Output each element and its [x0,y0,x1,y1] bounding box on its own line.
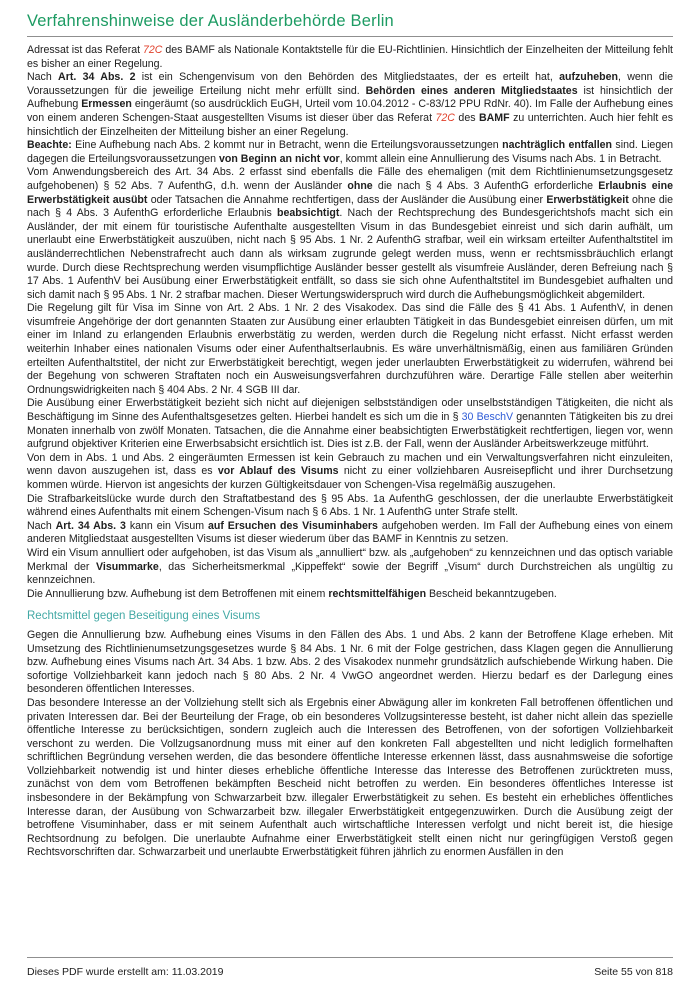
text-segment: Visummarke [96,560,159,573]
text-segment: sind. Liegen dagegen die Erteilungsvoraussetzungen [27,139,673,165]
paragraph [27,520,673,547]
text-segment: Ermessen [81,98,132,111]
text-segment: , kommt allein eine Annullierung des Visums nach Abs. 1 in Betracht. [339,152,662,165]
paragraph [27,452,673,493]
text-segment: Erwerbstätigkeit [546,193,629,206]
text-segment: Vom Anwendungsbereich des Art. 34 Abs. 2 erfasst sind ebenfalls die Fälle des ehemaligen (mit dem Richtlinienumsetzungsgesetz aufgehobenen) § 52 Abs. 7 AufenthG, d.h. wenn der Ausländer [27,166,673,192]
footer-created-date: Dieses PDF wurde erstellt am: 11.03.2019 [27,966,224,978]
document-body [27,44,673,944]
text-segment: Von dem in Abs. 1 und Abs. 2 eingeräumten Ermessen ist kein Gebrauch zu machen und ein Verwaltungsverfahren nicht einzuleiten, wenn davon auszugehen ist, dass es [27,451,673,478]
footer-page-number: Seite 55 von 818 [594,966,673,978]
text-segment: vor Ablauf des Visums [217,465,339,478]
paragraph [27,71,673,139]
text-segment: ohne die nach § 4 Abs. 3 AufenthG erforderliche Erlaubnis [27,193,673,220]
text-segment: nicht zu einer vollziehbaren Ausreisepflicht und ihrer Durchsetzung kommen würde. Hiervon ist angesichts der kurzen Gültigkeitsdauer von Schengen-Visa regelmäßig auszugehen. [27,465,673,491]
page-footer [27,957,673,978]
text-segment: rechtsmittelfähigen [328,587,427,600]
paragraph [27,139,673,166]
text-segment: ist hinsichtlich der Aufhebung [27,84,673,111]
paragraph [27,302,673,397]
text-segment: zu unterrichten. Auch hier fehlt es hinsichtlich der Einzelheiten der Mitteilung bisher an einer Regelung. [27,111,673,138]
text-segment: des [454,111,479,124]
text-segment: . Nach der Rechtsprechung des Bundesgerichtshofs macht sich ein Ausländer, der mit einem für touristische Aufenthalte ausgestellten Visum in das Bundesgebiet einreist und sich darin aufhält, um unerlaubt eine Erwerbstätigkeit auszuüben, nicht nach § 95 Abs. 1 Nr. 2 AufenthG strafbar, weil ein wirksam erteilter Aufenthaltstitel im ausländerrechtlichen Nebenstrafrecht auch dann als wirksam zugrunde gelegt werden muss, wenn er rechtsmissbräuchlich erlangt wurde. Durch diese Rechtsprechung werden visumpflichtige Ausländer besser gestellt als visumfreie Ausländer, deren Befreiung nach § 17 Abs. 1 AufenthV bei Ausübung einer Erwerbstätigkeit entfällt, so dass sie sich ohne Aufenthaltstitel im Bundesgebiet aufhalten und sich damit nach § 95 Abs. 1 Nr. 2 strafbar machen. Dieser Wertungswiderspruch wird durch die Aufhebungsmöglichkeit abgemildert. [27,207,673,301]
text-segment: aufgehoben werden. Im Fall der Aufhebung eines von einem anderen Mitgliedstaat ausgestellten Visums ist dieser wiederum über das BAMF in Kenntnis zu setzen. [27,519,673,546]
inline-link[interactable]: 30 BeschV [461,411,514,424]
text-segment: eingeräumt (so ausdrücklich EuGH, Urteil vom 10.04.2012 - C-83/12 PPU RdNr. 40). Im Falle der Aufhebung eines von einem anderen Schengen-Staat ausgestellten Visums ist dieser über das Referat [27,98,673,124]
footer-row [27,966,673,978]
text-segment: Nach [27,71,59,84]
text-segment: Beachte: [27,139,72,152]
text-segment: Behörden eines anderen Mitgliedstaates [365,84,578,97]
text-segment: Das besondere Interesse an der Vollziehung stellt sich als Ergebnis einer Abwägung aller im konkreten Fall betroffenen öffentlichen und privaten Interessen dar. Bei der Beurteilung der Frage, ob ein besonderes Vollzugsinteresse besteht, ist daher nicht allein das spezielle öffentliche Interesse zu berücksichtigen, sondern zugleich auch die Interessen des Betroffenen, von der sofortigen Vollziehbarkeit verschont zu werden. Die Vollzugsanordnung muss mit einer auf den konkreten Fall abgestellten und nicht lediglich formelhaften schriftlichen Begründung versehen werden, die das besondere öffentliche Interesse erkennen lässt, dass ausnahmsweise die sofortige Vollziehbarkeit notwendig ist und hinter dieses erhebliche öffentliche Interesse das Interesse des Betroffenen zurücktreten muss, zunächst von dem vom Betroffenen bekämpften Bescheid nicht betroffen zu werden. Ein besonderes öffentliches Interesse ist insbesondere in der Bekämpfung von Schwarzarbeit bzw. illegaler Erwerbstätigkeit zu sehen. Es besteht ein erhebliches öffentliches Interesse daran, der Ausübung von Schwarzarbeit bzw. illegaler Erwerbstätigkeit entgegenzuwirken. Durch die Ausübung zeigt der betroffene Visuminhaber, dass er mit seinem Aufenthalt auch wirtschaftliche Interessen verfolgt und nicht bereit ist, die hiesige Rechtsordnung zu befolgen. Die unerlaubte Aufnahme einer Erwerbstätigkeit stellt einen nicht nur geringfügigen Verstoß gegen Rechtsvorschriften dar. Schwarzarbeit und unerlaubte Erwerbstätigkeit führen jährlich zu enormen Ausfällen in den [27,696,673,859]
text-segment: des BAMF als Nationale Kontaktstelle für die EU-Richtlinien. Hinsichtlich der Einzelheiten der Mitteilung fehlt es bisher an einer Regelung. [27,44,673,70]
text-segment: Art. 34 Abs. 3 [55,519,126,532]
text-segment: BAMF [479,111,510,124]
text-segment: Wird ein Visum annulliert oder aufgehoben, ist das Visum als „annulliert“ bzw. als „aufgehoben“ zu kennzeichnen und das optisch variable Merkmal der [27,546,673,573]
text-segment: die nach § 4 Abs. 3 AufenthG erforderliche [372,179,599,192]
text-segment: Die Annullierung bzw. Aufhebung ist dem Betroffenen mit einem [27,587,329,600]
title-divider [27,36,673,37]
text-segment: genannten Tätigkeiten bis zu drei Monaten innerhalb von zwölf Monaten. Tatsachen, die die Annahme einer beabsichtigten Erwerbstätigkeit rechtfertigen, liegen vor, wenn aufgrund objektiver Kriterien eine Erwerbsabsicht ersichtlich ist. Dies ist z.B. der Fall, wenn der Ausländer Arbeitswerkzeuge mitführt. [27,411,673,451]
text-segment: Eine Aufhebung nach Abs. 2 kommt nur in Betracht, wenn die Erteilungsvoraussetzungen [71,139,503,152]
text-segment: von Beginn an nicht vor [219,152,340,165]
text-segment: kann ein Visum [125,519,208,532]
paragraph [27,588,673,602]
text-segment: Die Regelung gilt für Visa im Sinne von Art. 2 Abs. 1 Nr. 2 des Visakodex. Das sind die Fälle des § 41 Abs. 1 AufenthV, in denen visumfreie Angehörige der dort genannten Staaten zur Ausübung einer erlaubten Tätigkeit in das Bundesgebiet einreisen dürfen, um mit einer im Inland zu erlangenden Erlaubnis erwerbstätig zu werden, werden durch die Regelung nicht erfasst. Nicht erfasst werden weiterhin Inhaber eines nationalen Visums oder einer Aufenthaltserlaubnis. Es wäre unverhältnismäßig, einen aus familiären Gründen erteilten Aufenthaltstitel, der nicht zur Erwerbstätigkeit berechtigt, wegen jeder unerlaubten Erwerbstätigkeit zu widerrufen, während bei der Begehung von schweren Straftaten noch ein Ausweisungsverfahren durchzuführen wäre. Derartige Fälle stellen aber weiterhin Ordnungswidrigkeiten nach § 404 Abs. 2 Nr. 4 SGB III dar. [27,302,673,396]
text-segment: Adressat ist das Referat [27,44,144,56]
paragraph [27,547,673,588]
paragraph [27,166,673,302]
text-segment: ohne [347,179,373,192]
text-segment: Erlaubnis eine Erwerbstätigkeit ausübt [27,179,673,206]
paragraph [27,493,673,520]
text-segment: oder Tatsachen die Annahme rechtfertigen, dass der Ausländer die Ausübung einer [147,193,547,206]
text-segment: Art. 34 Abs. 2 [58,71,136,84]
text-segment: ist ein Schengenvisum von den Behörden des Mitgliedstaates, der es erteilt hat, [135,71,560,84]
text-segment: Bescheid bekanntzugeben. [426,587,557,600]
text-segment: aufzuheben [559,71,618,84]
inline-reference[interactable]: 72C [143,44,163,56]
text-segment: Nach [27,519,56,532]
footer-divider [27,957,673,958]
text-segment: Die Strafbarkeitslücke wurde durch den Straftatbestand des § 95 Abs. 1a AufenthG geschlossen, der die unerlaubte Erwerbstätigkeit während eines Aufenthalts mit einem Schengen-Visum nach § 6 Abs. 1 Nr. 1 AufenthG unter Strafe stellt. [27,492,673,519]
text-segment: auf Ersuchen des Visuminhabers [207,519,378,532]
inline-reference[interactable]: 72C [435,111,455,124]
text-segment: , das Sicherheitsmerkmal „Kippeffekt“ sowie der Begriff „Visum“ durch Durchstreichen als ungültig zu kennzeichnen. [27,560,673,587]
paragraph [27,44,673,71]
text-segment: nachträglich entfallen [502,139,613,152]
paragraph [27,397,673,451]
paragraph [27,629,673,697]
section-heading: Rechtsmittel gegen Beseitigung eines Visums [27,610,261,623]
page-title: Verfahrenshinweise der Ausländerbehörde Berlin [27,12,394,30]
text-segment: Gegen die Annullierung bzw. Aufhebung eines Visums in den Fällen des Abs. 1 und Abs. 2 kann der Betroffene Klage erheben. Mit Umsetzung des Richtlinienumsetzungsgesetzes wurde § 84 Abs. 1 Nr. 6 mit der Folge gestrichen, dass Klagen gegen die Annullierung bzw. Aufhebung eines Visums nach Art. 34 Abs. 1 bzw. Abs. 2 des Visakodex nunmehr grundsätzlich aufschiebende Wirkung haben. Die sofortige Vollziehbarkeit kann jedoch nach § 80 Abs. 2 Nr. 4 VwGO angeordnet werden. Hierzu bedarf es der Darlegung eines besonderen öffentlichen Interesses. [27,628,673,696]
text-segment: , wenn die Voraussetzungen für die jeweilige Erteilung nicht mehr erfüllt sind. [27,71,673,97]
text-segment: Die Ausübung einer Erwerbstätigkeit bezieht sich nicht auf diejenigen selbstständigen oder unselbstständigen Tätigkeiten, die nicht als Beschäftigung im Sinne des Aufenthaltsgesetzes gelten. Hierbei handelt es sich um die in § [27,397,673,424]
paragraph [27,697,673,860]
text-segment: beabsichtigt [277,207,340,220]
